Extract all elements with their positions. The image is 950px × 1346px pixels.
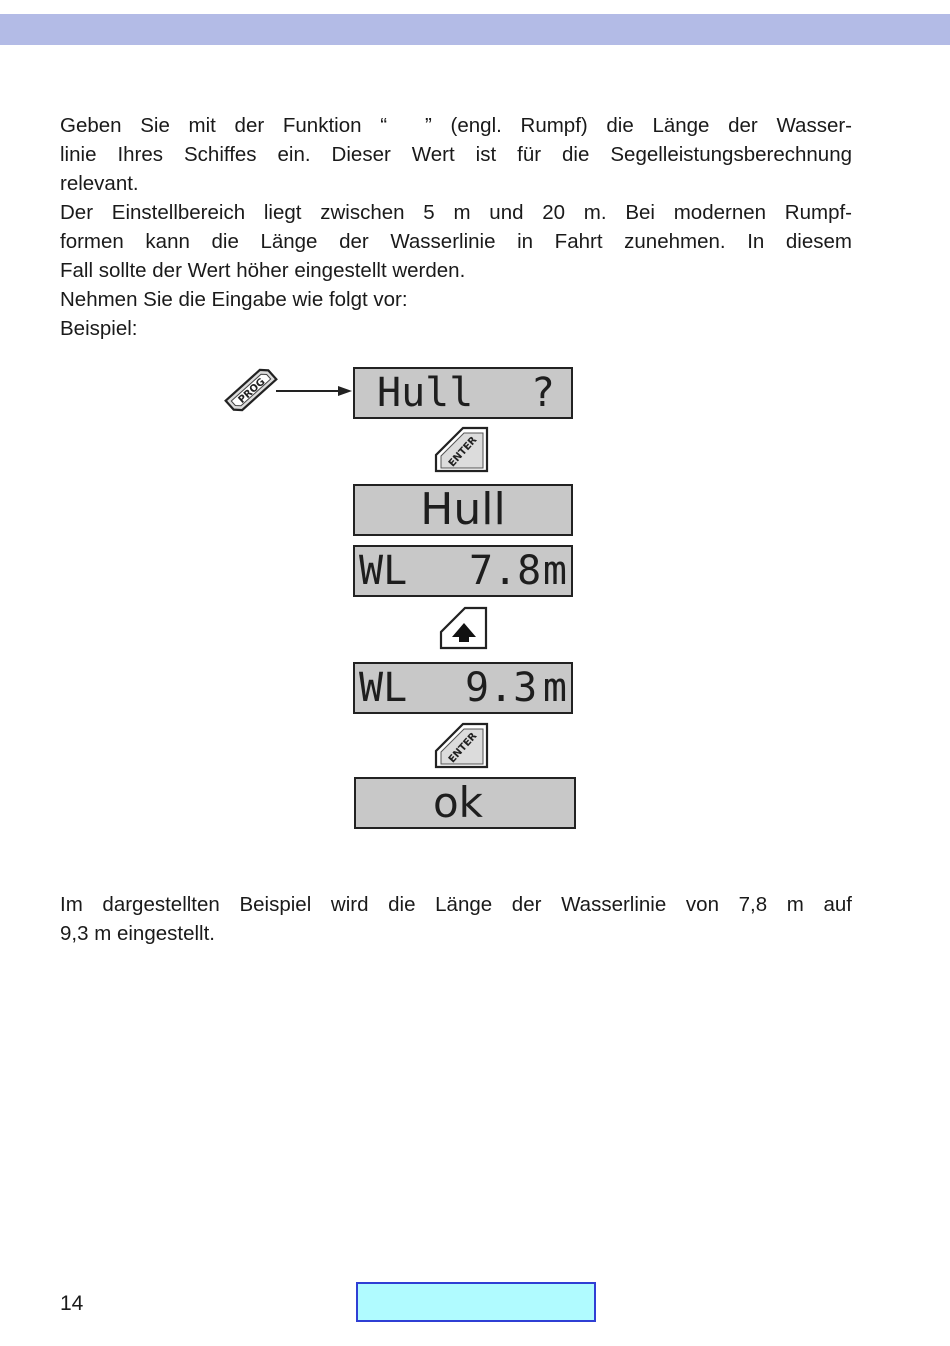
lcd-text-wl-value-new: 9.3	[465, 665, 538, 711]
intro-line-4: Der Einstellbereich liegt zwischen 5 m und 20 m. Bei modernen Rumpf-	[60, 201, 852, 224]
arrow-right-icon	[276, 384, 356, 398]
lcd-text-wl-label: WL	[359, 548, 408, 594]
lcd-display-ok	[354, 777, 576, 829]
intro-line-6: Fall sollte der Wert höher eingestellt werden.	[60, 259, 466, 282]
up-key-icon	[438, 604, 490, 654]
lcd-display-hull-prompt	[353, 367, 573, 419]
enter-key-icon	[433, 721, 491, 773]
lcd-text-wl-label-new: WL	[359, 665, 408, 711]
intro-line-8: Beispiel:	[60, 317, 138, 340]
intro-line-2: linie Ihres Schiffes ein. Dieser Wert ist für die Segelleistungsberechnung	[60, 143, 852, 166]
footer-box	[356, 1282, 596, 1322]
intro-paragraph	[60, 111, 852, 343]
lcd-text-question: ?	[530, 370, 555, 416]
lcd-text-wl-value: 7.8	[469, 548, 542, 594]
lcd-display-hull	[353, 484, 573, 536]
prog-key-icon	[222, 362, 280, 418]
lcd-text-hull: Hull	[377, 370, 474, 416]
result-line-1: Im dargestellten Beispiel wird die Länge der Wasserlinie von 7,8 m auf	[60, 893, 852, 916]
enter-key-label-2: ENTER	[446, 730, 480, 766]
lcd-text-ok: ok	[432, 778, 484, 827]
page-number: 14	[60, 1292, 84, 1315]
lcd-display-wl-new	[353, 662, 573, 714]
intro-line-1: Geben Sie mit der Funktion “ ” (engl. Rumpf) die Länge der Wasser-	[60, 114, 852, 137]
intro-line-7: Nehmen Sie die Eingabe wie folgt vor:	[60, 288, 408, 311]
enter-key-icon	[433, 425, 491, 477]
intro-line-3: relevant.	[60, 172, 139, 195]
lcd-display-wl-old	[353, 545, 573, 597]
enter-key-label-1: ENTER	[446, 434, 480, 470]
prog-key-label: PROG	[236, 376, 268, 406]
lcd-text-wl-unit-new: m	[542, 665, 567, 711]
intro-line-5: formen kann die Länge der Wasserlinie in Fahrt zunehmen. In diesem	[60, 230, 852, 253]
header-band	[0, 14, 950, 45]
result-line-2: 9,3 m eingestellt.	[60, 922, 215, 945]
result-paragraph	[60, 890, 852, 948]
lcd-text-hull-title: Hull	[420, 484, 506, 535]
lcd-text-wl-unit: m	[542, 548, 567, 594]
